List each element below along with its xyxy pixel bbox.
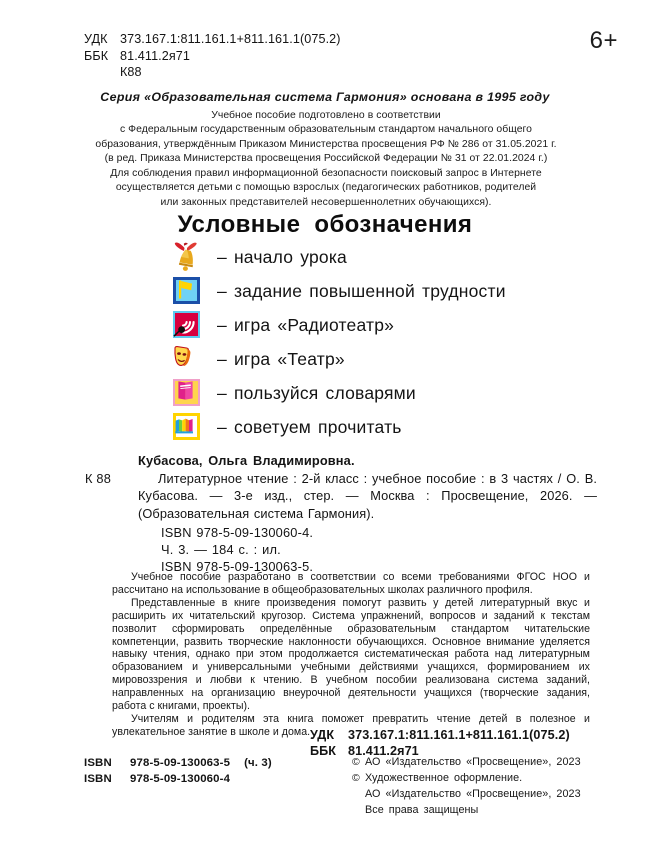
legend-item-label: советуем прочитать — [233, 416, 402, 437]
annotation-paragraph-1: Учебное пособие разработано в соответствии со всеми требованиями ФГОС НОО и рассчитано на использование в общеобразовательных школах различного профиля. — [112, 571, 590, 596]
bottom-isbn-part-row — [84, 755, 272, 771]
bottom-isbn-block — [84, 755, 272, 787]
bbk-row — [84, 48, 341, 65]
bottom-isbn-set-value: 978-5-09-130060-4 — [130, 773, 231, 786]
copyright-line-1: АО «Издательство «Просвещение», 2023 — [365, 756, 581, 768]
biblio-author: Кубасова, Ольга Владимировна. — [138, 453, 355, 468]
safety-note-line-3: или законных представителей несовершеннолетних обучающихся). — [160, 196, 492, 208]
copyright-row — [352, 803, 581, 819]
legend-list — [170, 240, 600, 444]
copyright-line-2: Художественное оформление. — [365, 771, 523, 784]
series-line: Серия «Образовательная система Гармония» основана в 1995 году — [100, 90, 550, 104]
copyright-row — [352, 787, 581, 803]
legend-dash: – — [217, 314, 227, 335]
udk-label: УДК — [84, 32, 108, 46]
annotation-paragraph-3: Учителям и родителям эта книга поможет превратить чтение детей в полезное и увлекательное занятие в школе и дома. — [112, 712, 590, 738]
biblio-index: К 88 — [85, 471, 112, 487]
copyright-spacer — [352, 787, 365, 803]
legend-item-text — [204, 383, 416, 404]
legend-item-label: пользуйся словарями — [233, 382, 416, 403]
radio-microphone-icon — [170, 309, 204, 341]
copyright-row — [352, 771, 581, 787]
copyright-mark-icon: © — [352, 756, 360, 768]
legend-item-text — [204, 417, 402, 438]
legend-dash: – — [217, 416, 227, 437]
legend-item — [170, 240, 600, 274]
biblio-volume: Ч. 3. — 184 с. : ил. — [161, 542, 281, 558]
copyright-spacer — [352, 803, 365, 819]
biblio-isbn-part: ISBN 978-5-09-130063-5. — [161, 559, 314, 575]
legend-dash: – — [217, 246, 227, 267]
bottom-isbn-label: ISBN — [84, 757, 112, 769]
safety-note-line-2: осуществляется детьми с помощью взрослых (педагогических работников, родителей — [115, 182, 537, 194]
legend-item — [170, 274, 600, 308]
copyright-block — [352, 755, 581, 819]
classification-block — [84, 31, 341, 81]
biblio-isbn-set: ISBN 978-5-09-130060-4. — [161, 524, 314, 540]
udk-value: 373.167.1:811.161.1+811.161.1(075.2) — [120, 32, 341, 46]
fgos-note-line-1: Учебное пособие подготовлено в соответствии — [211, 110, 441, 121]
age-rating-badge: 6+ — [589, 27, 618, 54]
flag-icon — [170, 275, 204, 307]
legend-item-text — [204, 349, 345, 370]
legend-title: Условные обозначения — [177, 211, 473, 238]
footer-udk-label: УДК — [310, 728, 335, 742]
biblio-body — [85, 470, 597, 575]
legend-item — [170, 376, 600, 410]
author-index: К88 — [120, 65, 142, 80]
legend-item-label: игра «Театр» — [233, 348, 345, 369]
fgos-note-line-3: образования, утверждённым Приказом Министерства просвещения РФ № 286 от 31.05.2021 г. — [95, 138, 557, 150]
annotation-paragraph-2: Представленные в книге произведения помогут развить у детей литературный вкус и расширить их читательский кругозор. Система упражнений, вопросов и заданий к текстам позволит сформировать определённые образовательным стандартом читательские компетенции, развить творческие наклонности обучающихся. Основное внимание уделяется навыку чтения, однако при этом продолжается систематическая работа над литературным образованием и универсальными учебными действиями учащихся, формированием их мировоззрения и любви к чтению. В учебном пособии реализована система заданий, направленных на организацию внеурочной деятельности учащихся (творческие задания, работа с книгами, проекты). — [112, 596, 590, 713]
fgos-compliance-note — [60, 109, 592, 167]
legend-item-text — [204, 315, 394, 336]
bottom-isbn-set-row — [84, 771, 272, 787]
stack-of-books-icon — [170, 411, 204, 443]
legend-item-label: игра «Радиотеатр» — [233, 314, 395, 335]
legend-item-text — [204, 281, 506, 302]
bottom-isbn-part-value: 978-5-09-130063-5 — [130, 757, 231, 769]
bottom-isbn-label: ISBN — [84, 773, 112, 786]
copyright-row — [352, 755, 581, 771]
legend-item — [170, 308, 600, 342]
bbk-value: 81.411.2я71 — [120, 48, 191, 63]
legend-item — [170, 342, 600, 376]
udk-row — [84, 31, 341, 48]
theatre-masks-icon — [170, 343, 204, 375]
bottom-isbn-part-suffix: (ч. 3) — [244, 757, 272, 769]
copyright-line-3: АО «Издательство «Просвещение», 2023 — [365, 787, 581, 800]
safety-note-line-1: Для соблюдения правил информационной безопасности поисковый запрос в Интернете — [110, 168, 542, 179]
footer-udk-row — [310, 727, 570, 743]
bbk-label: ББК — [84, 48, 109, 63]
legend-dash: – — [217, 348, 227, 369]
dictionary-book-icon — [170, 377, 204, 409]
fgos-note-line-2: с Федеральным государственным образовательным стандартом начального общего — [120, 124, 532, 136]
biblio-description-text: Литературное чтение : 2-й класс : учебное пособие : в 3 частях / О. В. Кубасова. — 3-е изд., стер. — Москва : Просвещение, 2026. — (Образовательная система Гармония). — [138, 471, 597, 521]
biblio-description — [138, 470, 597, 522]
legend-item-label: начало урока — [233, 246, 347, 267]
biblio-isbn-group — [161, 524, 597, 576]
footer-udk-value: 373.167.1:811.161.1+811.161.1(075.2) — [348, 728, 570, 742]
legend-item-label: задание повышенной трудности — [233, 280, 506, 301]
annotation-block — [112, 571, 590, 739]
fgos-note-line-4: (в ред. Приказа Министерства просвещения Российской Федерации № 31 от 22.01.2024 г.) — [104, 153, 548, 165]
legend-item-text — [204, 247, 347, 268]
legend-item — [170, 410, 600, 444]
footer-bbk-value: 81.411.2я71 — [348, 744, 419, 759]
copyright-mark-icon: © — [352, 771, 360, 784]
bell-icon — [170, 241, 204, 273]
legend-dash: – — [217, 280, 227, 301]
footer-bbk-label: ББК — [310, 744, 337, 759]
internet-safety-note — [60, 167, 592, 210]
bibliographic-record — [85, 452, 597, 575]
legend-dash: – — [217, 382, 227, 403]
copyright-line-4: Все права защищены — [365, 803, 479, 816]
